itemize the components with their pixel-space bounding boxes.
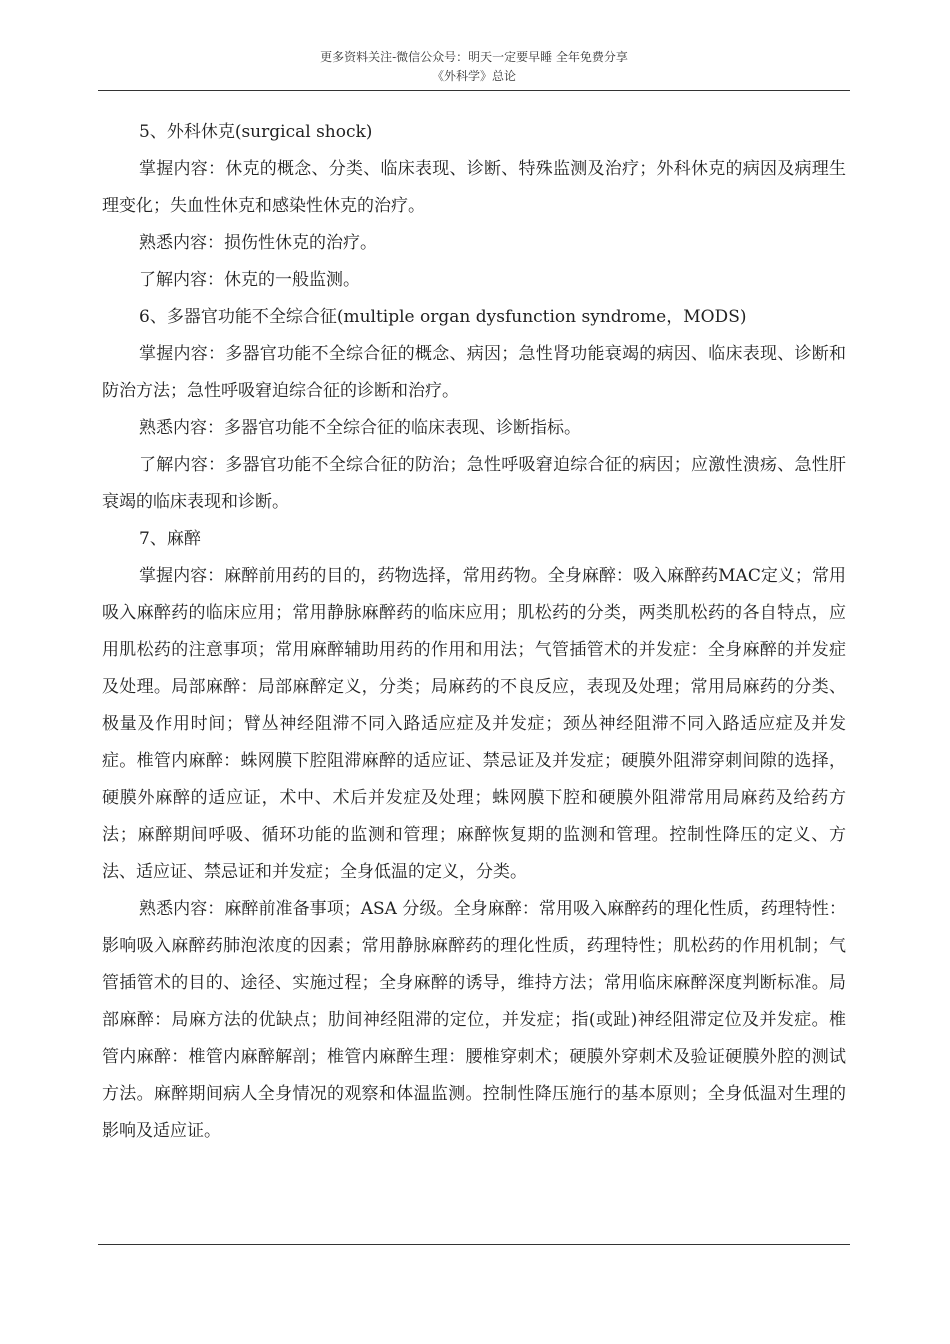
paragraph-familiar-shock: 熟悉内容：损伤性休克的治疗。 — [139, 233, 377, 253]
document-body — [102, 114, 846, 1150]
paragraph-understand-mods: 了解内容：多器官功能不全综合征的防治；急性呼吸窘迫综合征的病因；应激性溃疡、急性肝衰竭的临床表现和诊断。 — [102, 455, 846, 512]
footer-divider — [98, 1244, 850, 1245]
header-book-title: 《外科学》总论 — [431, 69, 516, 83]
page-header — [98, 48, 850, 91]
paragraph-master-mods: 掌握内容：多器官功能不全综合征的概念、病因；急性肾功能衰竭的病因、临床表现、诊断和防治方法；急性呼吸窘迫综合征的诊断和治疗。 — [102, 344, 846, 401]
paragraph-understand-shock: 了解内容：休克的一般监测。 — [139, 270, 360, 290]
section-heading-anesthesia: 7、麻醉 — [139, 529, 201, 549]
paragraph-master-anesthesia: 掌握内容：麻醉前用药的目的，药物选择，常用药物。全身麻醉：吸入麻醉药MAC定义；常用吸入麻醉药的临床应用；常用静脉麻醉药的临床应用；肌松药的分类，两类肌松药的各自特点，应用肌松药的注意事项；常用麻醉辅助用药的作用和用法；气管插管术的并发症：全身麻醉的并发症及处理。局部麻醉：局部麻醉定义，分类；局麻药的不良反应，表现及处理；常用局麻药的分类、极量及作用时间；臂丛神经阻滞不同入路适应症及并发症；颈丛神经阻滞不同入路适应症及并发症。椎管内麻醉：蛛网膜下腔阻滞麻醉的适应证、禁忌证及并发症；硬膜外阻滞穿刺间隙的选择，硬膜外麻醉的适应证，术中、术后并发症及处理；蛛网膜下腔和硬膜外阻滞常用局麻药及给药方法；麻醉期间呼吸、循环功能的监测和管理；麻醉恢复期的监测和管理。控制性降压的定义、方法、适应证、禁忌证和并发症；全身低温的定义，分类。 — [102, 566, 846, 882]
section-heading-surgical-shock: 5、外科休克(surgical shock) — [139, 122, 373, 142]
paragraph-familiar-mods: 熟悉内容：多器官功能不全综合征的临床表现、诊断指标。 — [139, 418, 581, 438]
section-heading-mods: 6、多器官功能不全综合征(multiple organ dysfunction syndrome，MODS) — [139, 307, 747, 327]
paragraph-familiar-anesthesia: 熟悉内容：麻醉前准备事项；ASA 分级。全身麻醉：常用吸入麻醉药的理化性质，药理特性：影响吸入麻醉药肺泡浓度的因素；常用静脉麻醉药的理化性质，药理特性；肌松药的作用机制；气管插管术的目的、途径、实施过程；全身麻醉的诱导，维持方法；常用临床麻醉深度判断标准。局部麻醉：局麻方法的优缺点；肋间神经阻滞的定位，并发症；指(或趾)神经阻滞定位及并发症。椎管内麻醉：椎管内麻醉解剖；椎管内麻醉生理：腰椎穿刺术；硬膜外穿刺术及验证硬膜外腔的测试方法。麻醉期间病人全身情况的观察和体温监测。控制性降压施行的基本原则；全身低温对生理的影响及适应证。 — [102, 899, 846, 1141]
paragraph-master-shock: 掌握内容：休克的概念、分类、临床表现、诊断、特殊监测及治疗；外科休克的病因及病理生理变化；失血性休克和感染性休克的治疗。 — [102, 159, 846, 216]
header-promo-line: 更多资料关注-微信公众号：明天一定要早睡 全年免费分享 — [320, 50, 628, 64]
